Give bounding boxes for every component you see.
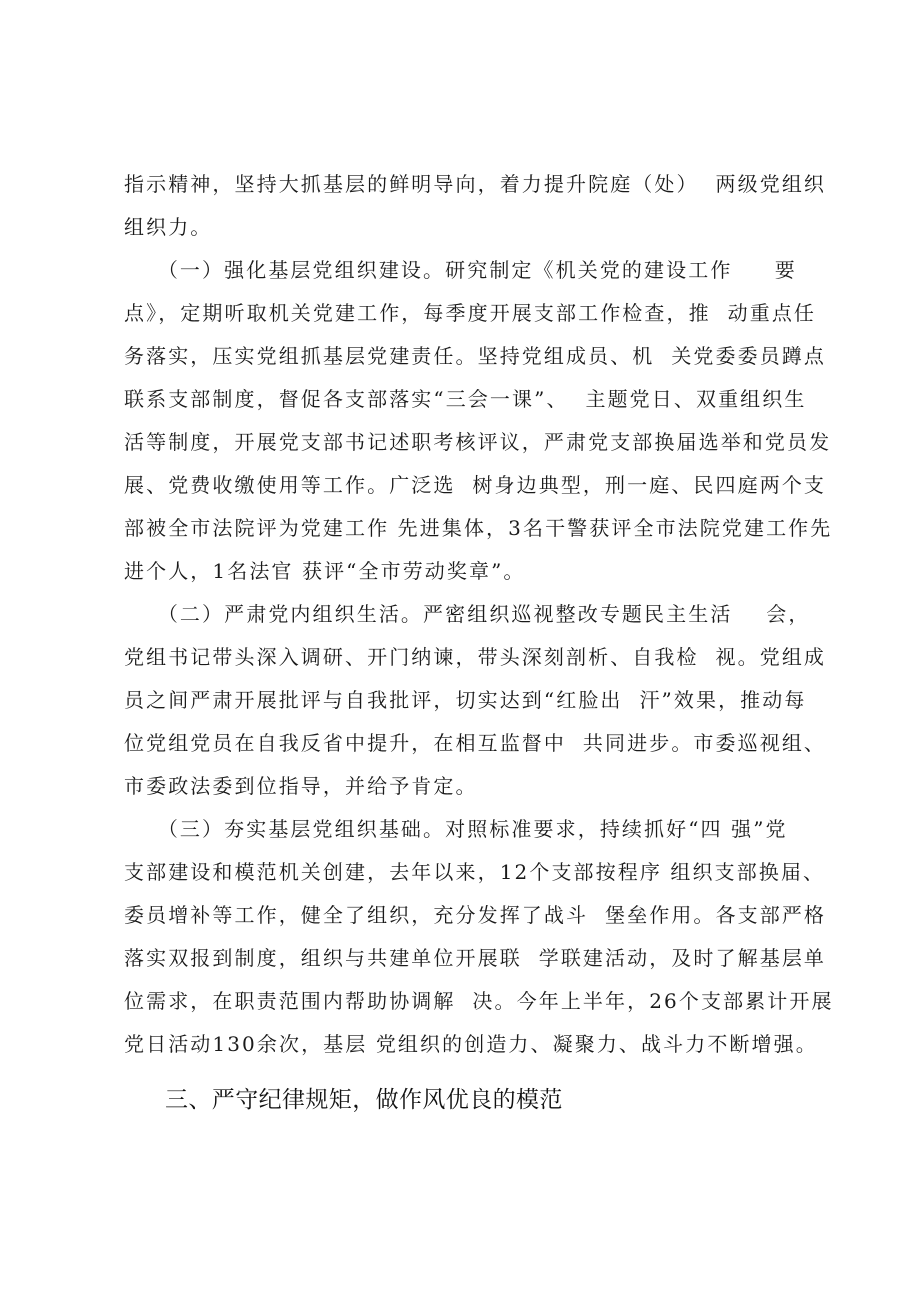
text-line: （一）强化基层党组织建设。研究制定《机关党的建设工作 要 (124, 258, 797, 282)
text-line: 党组书记带头深入调研、开门纳谏，带头深刻剖析、自我检 视。党组成 (124, 645, 827, 669)
text-line: 委员增补等工作，健全了组织，充分发挥了战斗 堡垒作用。各支部严格 (124, 903, 827, 927)
text-line: 务落实，压实党组抓基层党建责任。坚持党组成员、机 关党委委员蹲点 (124, 344, 827, 368)
text-line: 位党组党员在自我反省中提升，在相互监督中 共同进步。市委巡视组、 (124, 731, 827, 755)
text-line: 指示精神，坚持大抓基层的鲜明导向，着力提升院庭（处） 两级党组织 (124, 172, 827, 196)
text-line: 展、党费收缴使用等工作。广泛选 树身边典型，刑一庭、民四庭两个支 (124, 473, 827, 497)
text-line: （三）夯实基层党组织基础。对照标准要求，持续抓好“四 强”党 (124, 817, 788, 841)
text-line: 组织力。 (124, 215, 213, 239)
text-line: 员之间严肃开展批评与自我批评，切实达到“红脸出 汗”效果，推动每 (124, 688, 807, 712)
text-line: 落实双报到制度，组织与共建单位开展联 学联建活动，及时了解基层单 (124, 946, 827, 970)
text-line: 党日活动130余次，基层 党组织的创造力、凝聚力、战斗力不断增强。 (124, 1032, 818, 1056)
text-line: 点》，定期听取机关党建工作，每季度开展支部工作检查，推 动重点任 (124, 301, 817, 325)
text-line: （二）严肃党内组织生活。严密组织巡视整改专题民主生活 会， (124, 602, 811, 626)
text-line: 联系支部制度，督促各支部落实“三会一课”、 主题党日、双重组织生 (124, 387, 807, 411)
section-heading: 三、严守纪律规矩，做作风优良的模范 (165, 1087, 563, 1113)
text-line: 进个人，1名法官 获评“全市劳动奖章”。 (124, 559, 526, 583)
text-line: 支部建设和模范机关创建，去年以来，12个支部按程序 组织支部换届、 (124, 860, 826, 884)
text-line: 位需求，在职责范围内帮助协调解 决。今年上半年，26个支部累计开展 (124, 989, 834, 1013)
text-line: 部被全市法院评为党建工作 先进集体，3名干警获评全市法院党建工作先 (124, 516, 833, 540)
text-line: 活等制度，开展党支部书记述职考核评议，严肃党支部换届选举和党员发 (124, 430, 832, 454)
text-line: 市委政法委到位指导，并给予肯定。 (124, 774, 478, 798)
